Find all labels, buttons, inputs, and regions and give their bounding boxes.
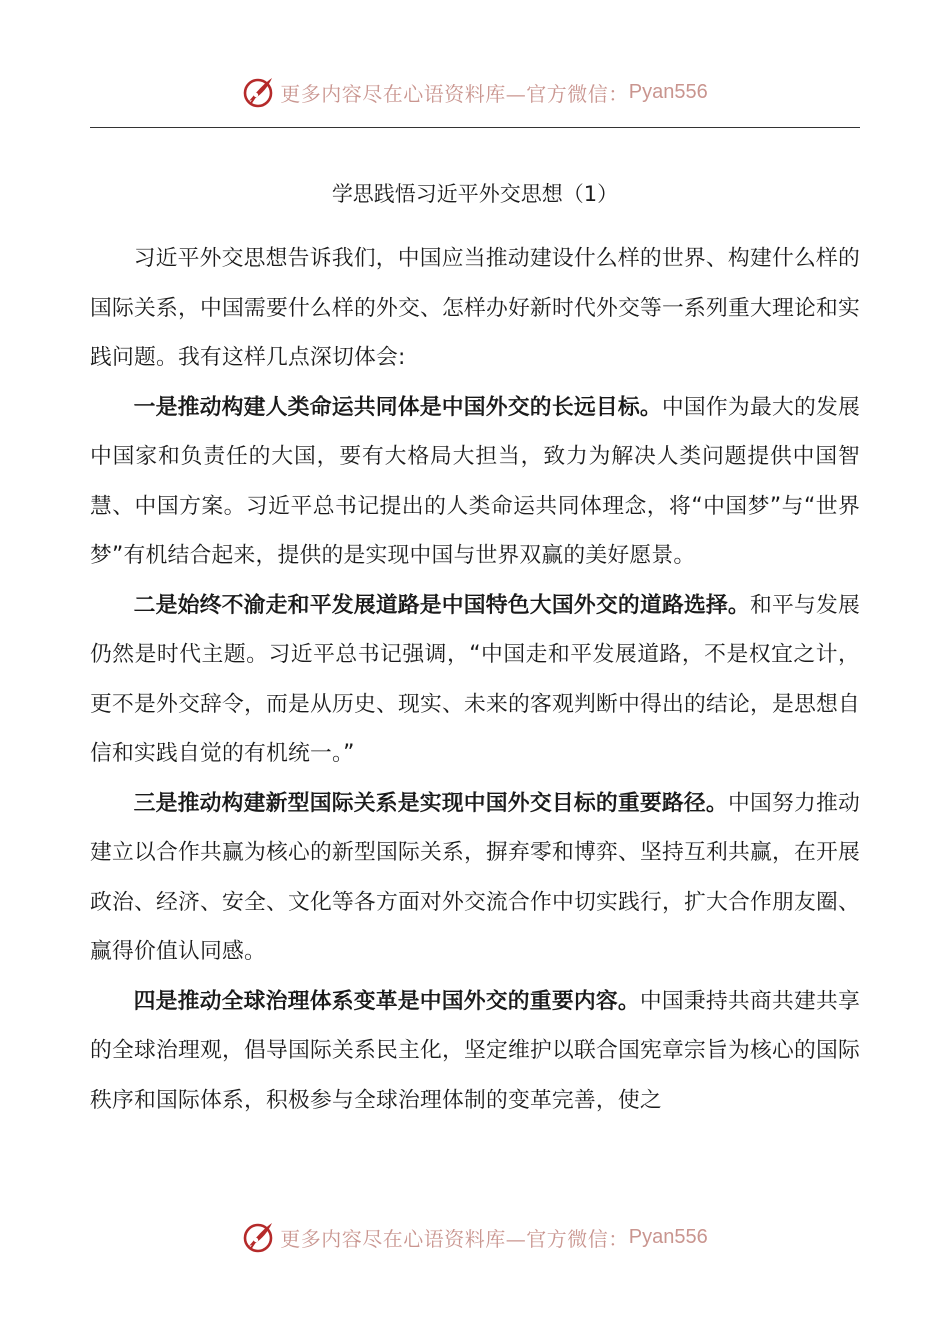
point-text-2: 和平与发展仍然是时代主题。习近平总书记强调，“中国走和平发展道路，不是权宜之计，更不是外交辞令，而是从历史、现实、未来的客观判断中得出的结论，是思想自信和实践自觉的有机统一。” (90, 592, 860, 766)
wechat-id: Pyan556 (628, 1225, 708, 1248)
banner-text: 更多内容尽在心语资料库—官方微信： (280, 1226, 629, 1251)
point-heading-1: 一是推动构建人类命运共同体是中国外交的长远目标。 (133, 394, 662, 420)
point-paragraph-1 (90, 383, 860, 581)
banner-text: 更多内容尽在心语资料库—官方微信： (280, 81, 629, 106)
header-divider (90, 127, 860, 128)
point-heading-4: 四是推动全球治理体系变革是中国外交的重要内容。 (133, 988, 640, 1014)
point-text-3: 中国努力推动建立以合作共赢为核心的新型国际关系，摒弃零和博弈、坚持互利共赢，在开展政治、经济、安全、文化等各方面对外交流合作中切实践行，扩大合作朋友圈、赢得价值认同感。 (90, 790, 860, 964)
point-heading-2: 二是始终不渝走和平发展道路是中国特色大国外交的道路选择。 (133, 592, 750, 618)
point-paragraph-4 (90, 977, 860, 1126)
point-heading-3: 三是推动构建新型国际关系是实现中国外交目标的重要路径。 (133, 790, 728, 816)
document-body (90, 234, 860, 1125)
wechat-id: Pyan556 (628, 80, 708, 103)
point-paragraph-3 (90, 779, 860, 977)
point-text-4: 中国秉持共商共建共享的全球治理观，倡导国际关系民主化，坚定维护以联合国宪章宗旨为核心的国际秩序和国际体系，积极参与全球治理体制的变革完善，使之 (90, 988, 860, 1113)
quill-logo-icon (242, 75, 276, 109)
point-text-1: 中国作为最大的发展中国家和负责任的大国，要有大格局大担当，致力为解决人类问题提供中国智慧、中国方案。习近平总书记提出的人类命运共同体理念，将“中国梦”与“世界梦”有机结合起来，提供的是实现中国与世界双赢的美好愿景。 (90, 394, 860, 568)
intro-paragraph: 习近平外交思想告诉我们，中国应当推动建设什么样的世界、构建什么样的国际关系，中国需要什么样的外交、怎样办好新时代外交等一系列重大理论和实践问题。我有这样几点深切体会: (90, 246, 860, 370)
header-banner (0, 72, 950, 112)
document-title: 学思践悟习近平外交思想（1） (331, 182, 619, 206)
point-paragraph-2 (90, 581, 860, 779)
quill-logo-icon (242, 1220, 276, 1254)
footer-banner (0, 1217, 950, 1257)
